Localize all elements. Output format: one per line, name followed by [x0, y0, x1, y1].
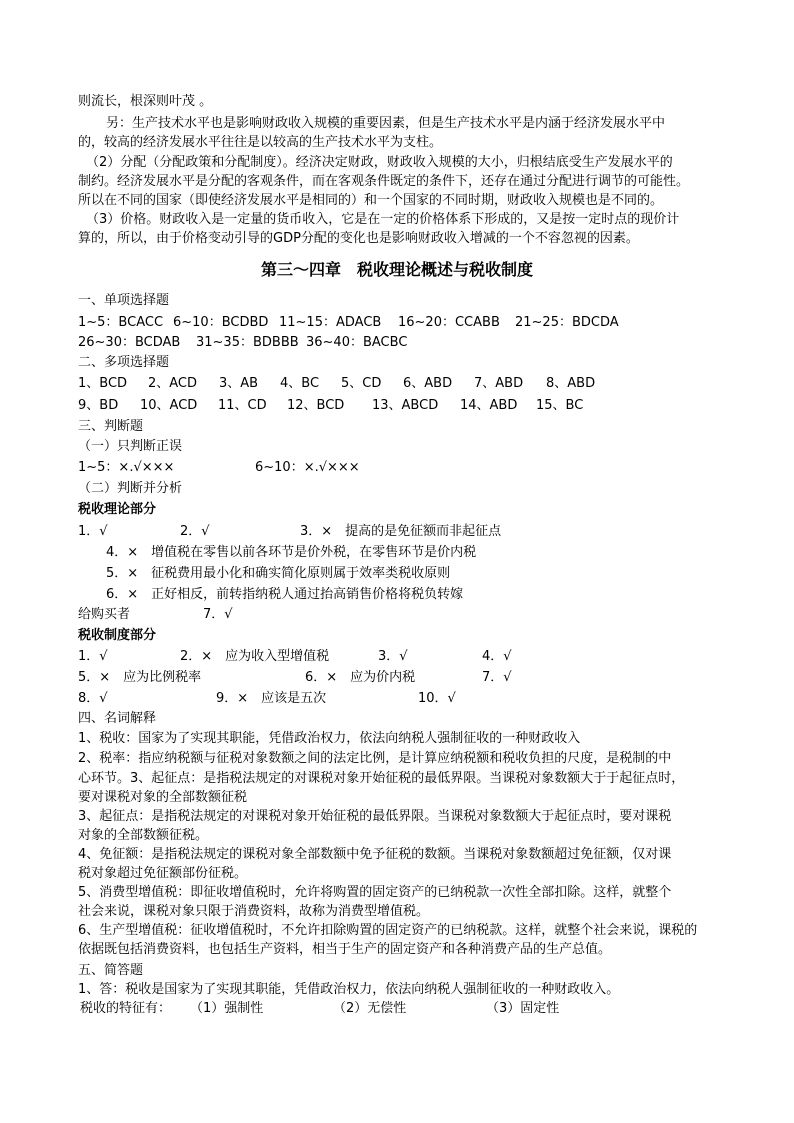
answer-item: 6、ABD: [403, 376, 453, 391]
answer-item: 7．√: [203, 607, 233, 622]
answer-item: 6．× 应为价内税: [305, 670, 416, 685]
answer-item: 13、ABCD: [372, 398, 439, 413]
definition-line: 2、税率：指应纳税额与征税对象数额之间的法定比例，是计算应纳税额和税收负担的尺度，是税制的中: [78, 751, 672, 766]
answer-item: 8、ABD: [546, 376, 596, 391]
intro-line: （3）价格。财政收入是一定量的货币收入，它是在一定的价格体系下形成的，又是按一定时点的现价计: [86, 212, 680, 227]
feature-item: （3）固定性: [486, 1001, 560, 1016]
answer-item: 4、BC: [280, 376, 320, 391]
answer-group: 1~5：×.√×××: [78, 460, 175, 475]
section-heading: 二、多项选择题: [78, 355, 170, 370]
answer-group: 31~35：BDBBB: [196, 335, 299, 350]
answer-item: 2．× 应为收入型增值税: [180, 649, 330, 664]
feature-item: （1）强制性: [190, 1001, 264, 1016]
intro-line: 的，较高的经济发展水平往往是以较高的生产技术水平为支柱。: [78, 135, 443, 150]
answer-item: 5．× 应为比例税率: [78, 670, 202, 685]
answer-group: 36~40：BACBC: [306, 335, 408, 350]
answer-item: 6．× 正好相反，前转指纳税人通过抬高销售价格将税负转嫁: [106, 587, 464, 602]
answer-group: 1~5：BCACC: [78, 315, 164, 330]
features-label: 税收的特征有：: [80, 1001, 172, 1016]
section-heading: 四、名词解释: [78, 711, 157, 726]
definition-line: 6、生产型增值税：征收增值税时，不允许扣除购置的固定资产的已纳税款。这样，就整个社会来说，课税的: [78, 923, 698, 938]
intro-line: 制约。经济发展水平是分配的客观条件，而在客观条件既定的条件下，还存在通过分配进行调节的可能性。: [78, 174, 690, 189]
answer-group: 6~10：BCDBD: [173, 315, 269, 330]
intro-line: 另：生产技术水平也是影响财政收入规模的重要因素，但是生产技术水平是内涵于经济发展水平中: [106, 116, 666, 131]
answer-group: 21~25：BDCDA: [515, 315, 619, 330]
answer-item: 3、AB: [219, 376, 259, 391]
answer-item: 4．√: [482, 649, 512, 664]
part-heading: 税收理论部分: [78, 502, 157, 517]
subsection-heading: （二）判断并分析: [78, 481, 183, 496]
answer-item: 给购买者: [78, 607, 131, 622]
part-heading: 税收制度部分: [78, 628, 157, 643]
answer-item: 7、ABD: [474, 376, 524, 391]
answer-item: 9、BD: [78, 398, 119, 413]
definition-line: 1、税收：国家为了实现其职能，凭借政治权力，依法向纳税人强制征收的一种财政收入: [78, 731, 581, 746]
answer-item: 2．√: [180, 524, 210, 539]
answer-item: 3．√: [378, 649, 408, 664]
definition-line: 5、消费型增值税：即征收增值税时，允许将购置的固定资产的已纳税款一次性全部扣除。这样，就整个: [78, 885, 672, 900]
answer-group: 6~10：×.√×××: [255, 460, 360, 475]
intro-line: 则流长，根深则叶茂 。: [78, 94, 213, 109]
chapter-title: 第三～四章 税收理论概述与税收制度: [260, 260, 533, 279]
answer-item: 12、BCD: [287, 398, 345, 413]
answer-group: 11~15：ADACB: [279, 315, 382, 330]
definition-line: 心环节。3、起征点：是指税法规定的对课税对象开始征税的最低界限。当课税对象数额大于于起征点时，: [78, 771, 685, 786]
answer-item: 7．√: [482, 670, 512, 685]
feature-item: （2）无偿性: [333, 1001, 407, 1016]
intro-line: 算的，所以，由于价格变动引导的GDP分配的变化也是影响财政收入增减的一个不容忽视的因素。: [78, 231, 639, 246]
section-heading: 五、简答题: [78, 963, 144, 978]
definition-line: 社会来说，课税对象只限于消费资料，故称为消费型增值税。: [78, 904, 430, 919]
answer-item: 15、BC: [536, 398, 584, 413]
answer-item: 14、ABD: [460, 398, 518, 413]
answer-item: 3．× 提高的是免征额而非起征点: [300, 524, 502, 539]
answer-item: 8．√: [78, 691, 108, 706]
answer-item: 9．× 应该是五次: [216, 691, 327, 706]
answer-group: 16~20：CCABB: [398, 315, 500, 330]
definition-line: 依据既包括消费资料，也包括生产资料，相当于生产的固定资产和各种消费产品的生产总值。: [78, 942, 612, 957]
section-heading: 三、判断题: [78, 419, 144, 434]
definition-line: 3、起征点：是指税法规定的对课税对象开始征税的最低界限。当课税对象数额大于起征点时，要对课税: [78, 809, 672, 824]
answer-item: 5．× 征税费用最小化和确实简化原则属于效率类税收原则: [106, 566, 451, 581]
answer-item: 1．√: [78, 524, 108, 539]
definition-line: 4、免征额：是指税法规定的课税对象全部数额中免予征税的数额。当课税对象数额超过免征额，仅对课: [78, 847, 672, 862]
answer-item: 11、CD: [218, 398, 267, 413]
answer-item: 10、ACD: [140, 398, 198, 413]
answer-item: 1．√: [78, 649, 108, 664]
section-heading: 一、单项选择题: [78, 293, 170, 308]
answer-item: 4．× 增值税在零售以前各环节是价外税，在零售环节是价内税: [106, 545, 477, 560]
answer-item: 2、ACD: [148, 376, 198, 391]
answer-line: 1、答：税收是国家为了实现其职能，凭借政治权力，依法向纳税人强制征收的一种财政收入。: [78, 982, 620, 997]
intro-line: 所以在不同的国家（即使经济发展水平是相同的）和一个国家的不同时期，财政收入规模也是不同的。: [78, 193, 664, 208]
definition-line: 税对象超过免征额部份征税。: [78, 866, 248, 881]
answer-group: 26~30：BCDAB: [78, 335, 181, 350]
intro-line: （2）分配（分配政策和分配制度）。经济决定财政，财政收入规模的大小，归根结底受生产发展水平的: [86, 155, 673, 170]
answer-item: 5、CD: [341, 376, 382, 391]
subsection-heading: （一）只判断正误: [78, 439, 183, 454]
definition-line: 对象的全部数额征税。: [78, 828, 209, 843]
answer-item: 1、BCD: [78, 376, 128, 391]
answer-item: 10．√: [418, 691, 456, 706]
definition-line: 要对课税对象的全部数额征税: [78, 790, 248, 805]
